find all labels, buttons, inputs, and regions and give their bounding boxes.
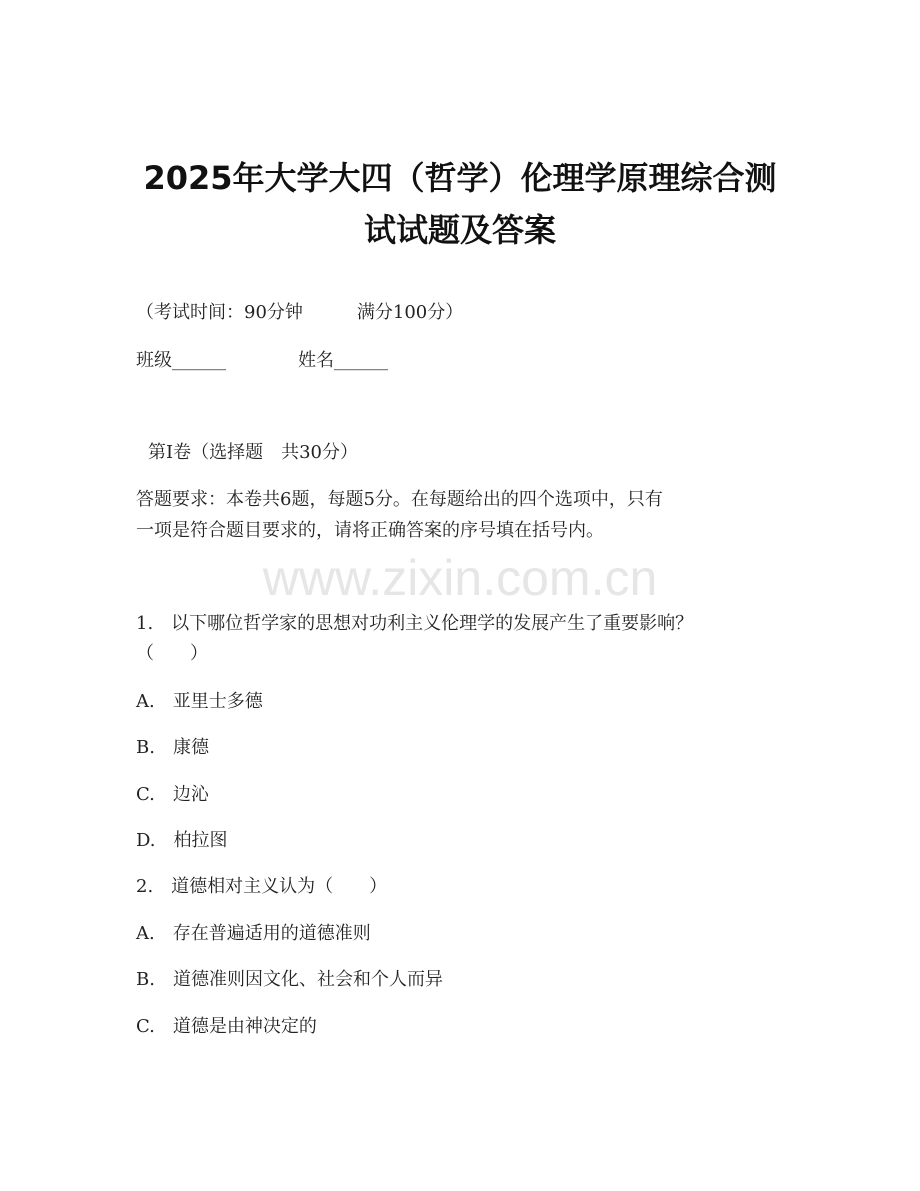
document-title-line-1: 2025年大学大四（哲学）伦理学原理综合测 (143, 159, 777, 197)
exam-info: （考试时间：90分钟 满分100分） (136, 302, 464, 323)
question-2-option-b: B. 道德准则因文化、社会和个人而异 (136, 969, 443, 990)
document-title-line-2: 试试题及答案 (363, 211, 556, 249)
watermark: www.zixin.com.cn (262, 550, 658, 606)
instructions-line-2: 一项是符合题目要求的，请将正确答案的序号填在括号内。 (136, 520, 604, 541)
question-1-answer-blank: （ ） (136, 643, 208, 664)
question-2-option-c: C. 道德是由神决定的 (136, 1016, 317, 1037)
question-1-option-a: A. 亚里士多德 (136, 691, 263, 712)
question-2-option-a: A. 存在普遍适用的道德准则 (136, 923, 371, 944)
question-1-option-b: B. 康德 (136, 737, 209, 758)
question-2-stem: 2. 道德相对主义认为（ ） (136, 876, 388, 897)
class-name-fields: 班级______ 姓名______ (136, 350, 388, 371)
section-heading: 第Ⅰ卷（选择题 共30分） (148, 442, 359, 463)
instructions-line-1: 答题要求：本卷共6题，每题5分。在每题给出的四个选项中，只有 (136, 489, 663, 510)
question-1-stem: 1. 以下哪位哲学家的思想对功利主义伦理学的发展产生了重要影响？ (136, 613, 694, 634)
question-1-option-d: D. 柏拉图 (136, 830, 228, 851)
question-1-option-c: C. 边沁 (136, 784, 209, 805)
